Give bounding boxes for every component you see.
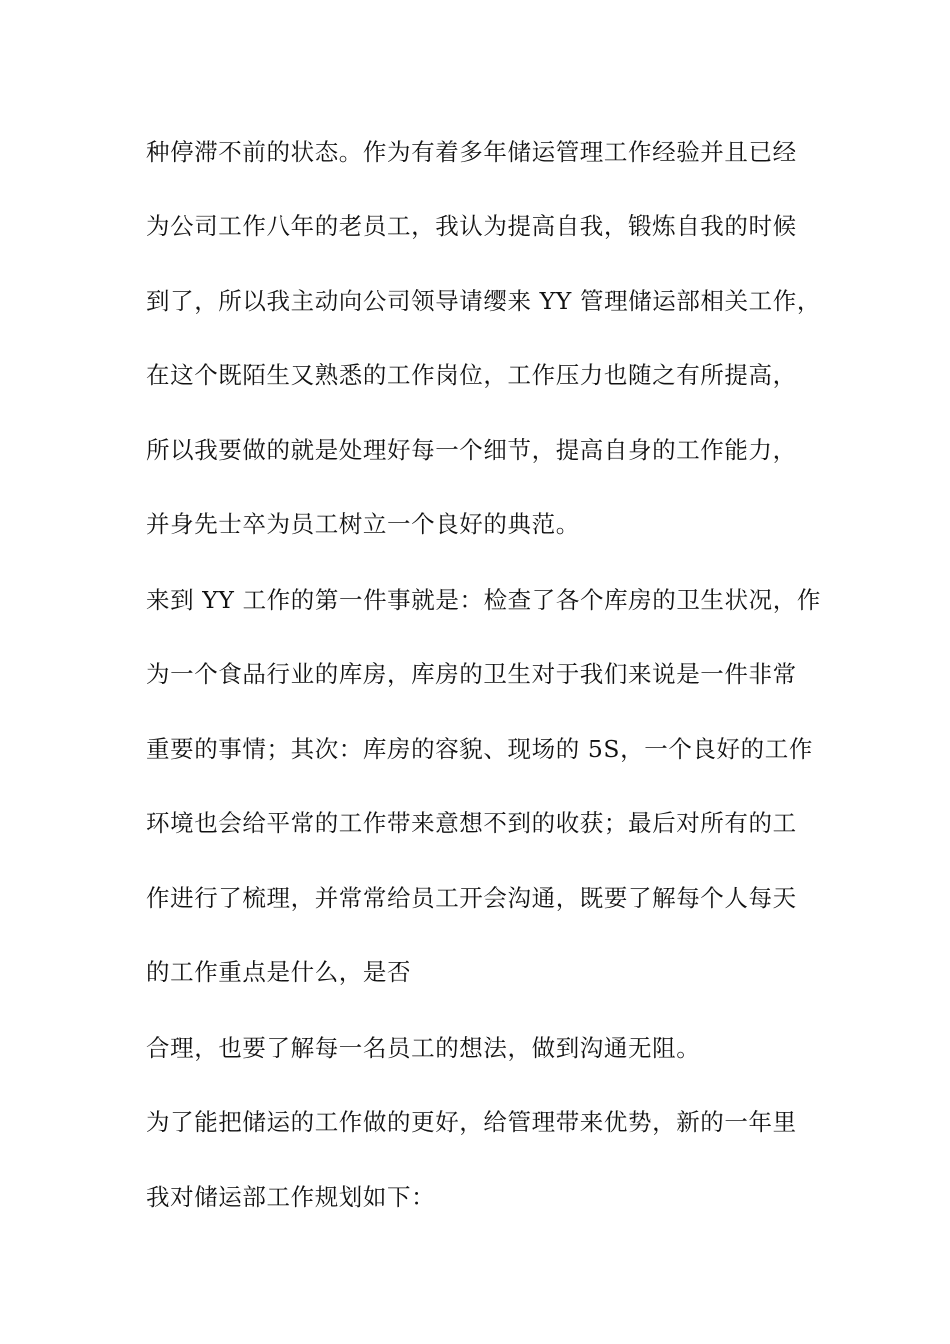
text-line: 种停滞不前的状态。作为有着多年储运管理工作经验并且已经 xyxy=(146,138,797,166)
text-line: 所以我要做的就是处理好每一个细节，提高自身的工作能力， xyxy=(146,436,797,464)
text-line: 重要的事情；其次：库房的容貌、现场的 5S，一个良好的工作 xyxy=(146,735,813,763)
text-line: 为一个食品行业的库房，库房的卫生对于我们来说是一件非常 xyxy=(146,660,797,688)
text-line: 为了能把储运的工作做的更好，给管理带来优势，新的一年里 xyxy=(146,1108,797,1136)
text-line: 并身先士卒为员工树立一个良好的典范。 xyxy=(146,510,580,538)
text-line: 的工作重点是什么，是否 xyxy=(146,958,412,986)
text-line: 我对储运部工作规划如下： xyxy=(146,1183,436,1211)
text-line: 到了，所以我主动向公司领导请缨来 YY 管理储运部相关工作， xyxy=(146,287,821,315)
text-line: 环境也会给平常的工作带来意想不到的收获；最后对所有的工 xyxy=(146,809,797,837)
text-line: 来到 YY 工作的第一件事就是：检查了各个库房的卫生状况，作 xyxy=(146,586,821,614)
text-line: 合理，也要了解每一名员工的想法，做到沟通无阻。 xyxy=(146,1034,701,1062)
text-line: 作进行了梳理，并常常给员工开会沟通，既要了解每个人每天 xyxy=(146,884,797,912)
text-line: 为公司工作八年的老员工，我认为提高自我，锻炼自我的时候 xyxy=(146,212,797,240)
text-line: 在这个既陌生又熟悉的工作岗位，工作压力也随之有所提高， xyxy=(146,361,797,389)
